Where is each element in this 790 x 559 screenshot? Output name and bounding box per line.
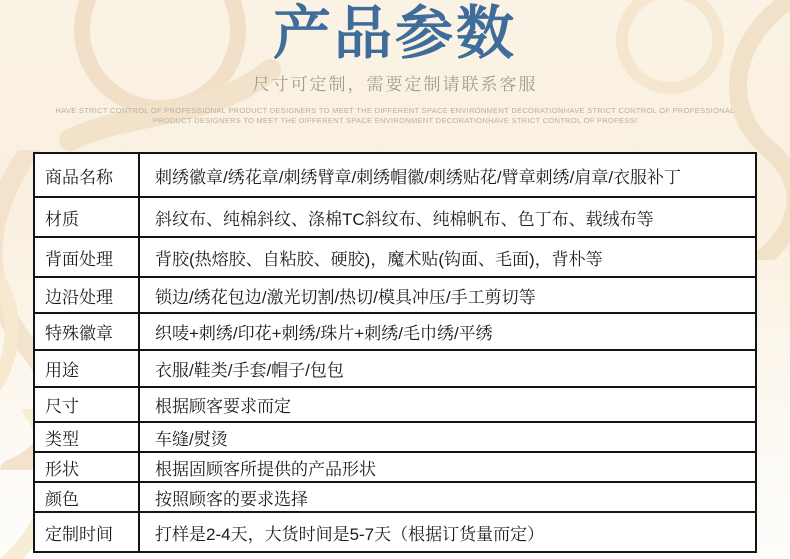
row-value: 根据固顾客所提供的产品形状 xyxy=(139,452,756,482)
row-value: 织唛+刺绣/印花+刺绣/珠片+刺绣/毛巾绣/平绣 xyxy=(139,313,756,350)
table-row xyxy=(34,422,756,452)
table-row xyxy=(34,452,756,482)
table-row xyxy=(34,512,756,552)
table-row xyxy=(34,482,756,512)
row-value: 衣服/鞋类/手套/帽子/包包 xyxy=(139,350,756,387)
table-row xyxy=(34,313,756,350)
row-value: 背胶(热熔胶、自粘胶、硬胶)，魔术贴(钩面、毛面)，背朴等 xyxy=(139,237,756,277)
row-label: 尺寸 xyxy=(34,387,139,422)
row-value: 根据顾客要求而定 xyxy=(139,387,756,422)
row-label: 商品名称 xyxy=(34,153,139,197)
table-row xyxy=(34,387,756,422)
table-row xyxy=(34,237,756,277)
row-label: 背面处理 xyxy=(34,237,139,277)
row-label: 边沿处理 xyxy=(34,277,139,313)
page-subtitle: 尺寸可定制，需要定制请联系客服 xyxy=(252,75,538,94)
row-label: 特殊徽章 xyxy=(34,313,139,350)
fineprint xyxy=(0,106,790,126)
table-row xyxy=(34,277,756,313)
table-row xyxy=(34,153,756,197)
row-value: 按照顾客的要求选择 xyxy=(139,482,756,512)
row-label: 材质 xyxy=(34,197,139,237)
row-value: 打样是2-4天，大货时间是5-7天（根据订货量而定） xyxy=(139,512,756,552)
fineprint-line2: PRODUCT DESIGNERS TO MEET THE DIFFERENT SPACE ENVIRONMENT DECORATIONHAVE STRICT CONTROL OF PROFESSI xyxy=(152,116,638,125)
row-value: 车缝/熨烫 xyxy=(139,422,756,452)
table-row xyxy=(34,197,756,237)
header xyxy=(0,0,790,126)
row-label: 颜色 xyxy=(34,482,139,512)
row-label: 形状 xyxy=(34,452,139,482)
row-value: 锁边/绣花包边/激光切割/热切/模具冲压/手工剪切等 xyxy=(139,277,756,313)
product-parameter-table xyxy=(33,152,757,553)
row-label: 用途 xyxy=(34,350,139,387)
row-value: 斜纹布、纯棉斜纹、涤棉TC斜纹布、纯棉帆布、色丁布、载绒布等 xyxy=(139,197,756,237)
fineprint-line1: HAVE STRICT CONTROL OF PROFESSIONAL PRODUCT DESIGNERS TO MEET THE DIFFERENT SPACE ENVIRONMENT DECORATIONHAVE STRICT CONTROL OF PROFESSIONAL xyxy=(55,106,735,115)
table-row xyxy=(34,350,756,387)
row-label: 定制时间 xyxy=(34,512,139,552)
row-label: 类型 xyxy=(34,422,139,452)
page-title: 产品参数 xyxy=(272,1,517,66)
row-value: 刺绣徽章/绣花章/刺绣臂章/刺绣帽徽/刺绣贴花/臂章刺绣/肩章/衣服补丁 xyxy=(139,153,756,197)
